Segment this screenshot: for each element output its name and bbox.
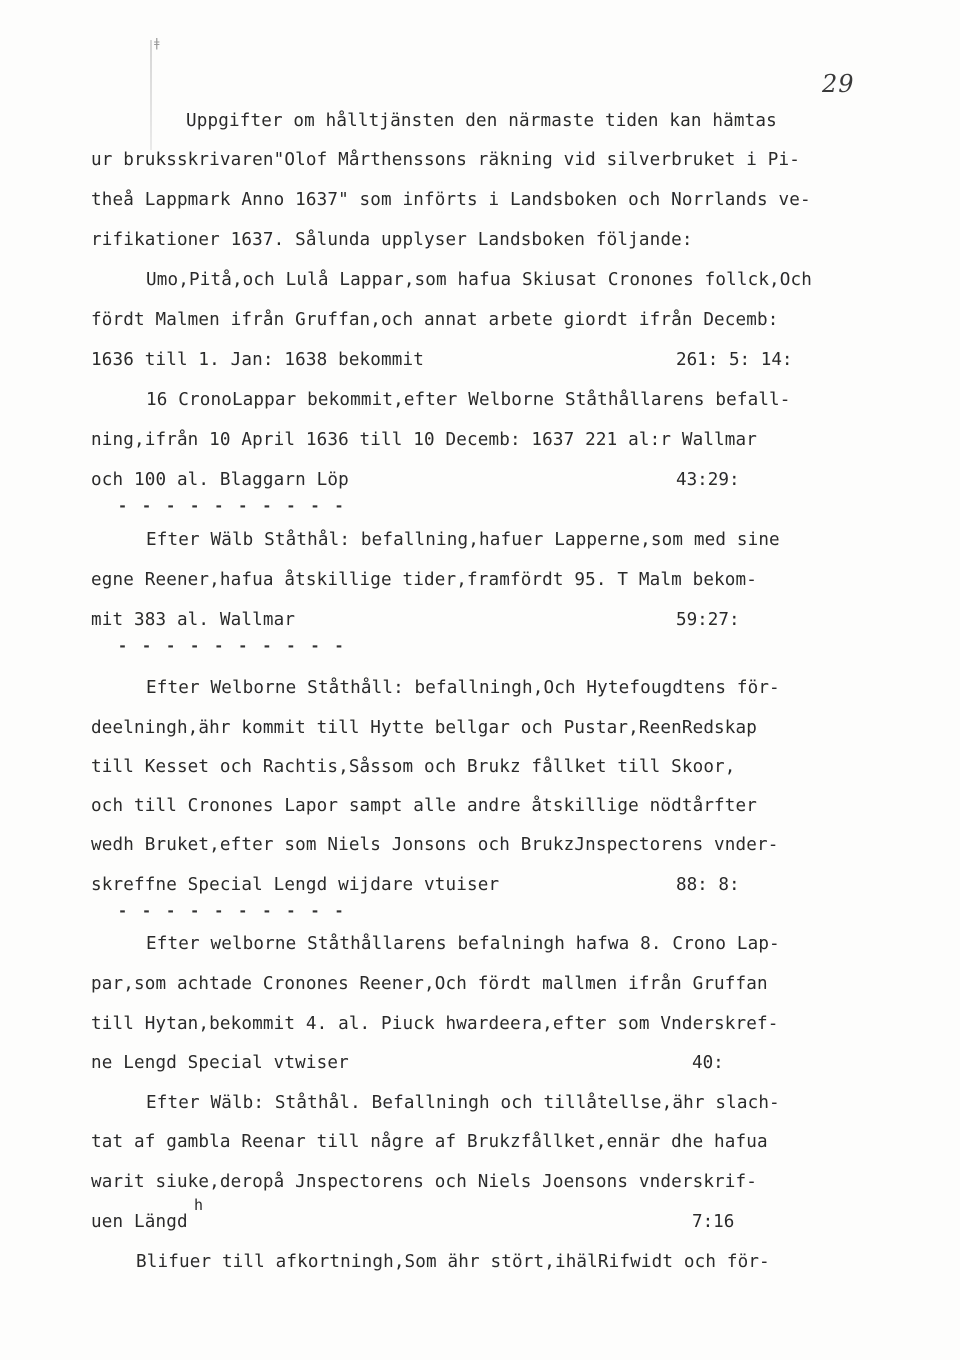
dashed-separator: - - - - - - - - - - <box>118 497 347 515</box>
text-line: warit siuke,deropå Jnspectorens och Niels Joensons vnderskrif- <box>91 1172 758 1192</box>
text-line: ning,ifrån 10 April 1636 till 10 Decemb: 1637 221 al:r Wallmar <box>91 430 758 450</box>
text-line: par,som achtade Cronones Reener,Och fördt mallmen ifrån Gruffan <box>91 974 768 994</box>
amount-figure: 40: <box>692 1053 724 1073</box>
text-line: deelningh,ähr kommit till Hytte bellgar och Pustar,ReenRedskap <box>91 718 758 738</box>
dashed-separator: - - - - - - - - - - <box>118 902 347 920</box>
text-line: till Kesset och Rachtis,Såssom och Brukz fållket till Skoor, <box>91 757 736 777</box>
text-line: theå Lappmark Anno 1637" som införts i Landsboken och Norrlands ve- <box>91 190 811 210</box>
text-line: ur bruksskrivaren"Olof Mårthenssons räkning vid silverbruket i Pi- <box>91 150 800 170</box>
text-line: wedh Bruket,efter som Niels Jonsons och BrukzJnspectorens vnder- <box>91 835 779 855</box>
text-line: Uppgifter om hålltjänsten den närmaste tiden kan hämtas <box>186 111 777 131</box>
text-line: och till Cronones Lapor sampt alle andre åtskillige nödtårfter <box>91 796 758 816</box>
text-line: Blifuer till afkortningh,Som ähr stört,ihälRifwidt och för- <box>136 1252 770 1272</box>
text-line: Umo,Pitå,och Lulå Lappar,som hafua Skiusat Cronones follck,Och <box>146 270 813 290</box>
text-line: 1636 till 1. Jan: 1638 bekommit <box>91 350 425 370</box>
inserted-letter: h <box>194 1196 204 1214</box>
text-line: tat af gambla Reenar till någre af Brukzfållket,ennär dhe hafua <box>91 1132 768 1152</box>
dashed-separator: - - - - - - - - - - <box>118 637 347 655</box>
text-line: egne Reener,hafua åtskillige tider,framfördt 95. T Malm bekom- <box>91 570 758 590</box>
text-line: 16 CronoLappar bekommit,efter Welborne Ståthållarens befall- <box>146 390 791 410</box>
amount-figure: 59:27: <box>676 610 740 630</box>
amount-figure: 43:29: <box>676 470 740 490</box>
text-line: uen Längd <box>91 1212 188 1232</box>
text-line: fördt Malmen ifrån Gruffan,och annat arbete giordt ifrån Decemb: <box>91 310 779 330</box>
text-line: skreffne Special Lengd wijdare vtuiser <box>91 875 500 895</box>
text-line: Efter Welborne Ståthåll: befallningh,Och Hytefougdtens för- <box>146 678 780 698</box>
text-line: och 100 al. Blaggarn Löp <box>91 470 349 490</box>
margin-pencil-line <box>150 40 152 150</box>
page-number: 29 <box>822 70 855 98</box>
amount-figure: 261: 5: 14: <box>676 350 793 370</box>
text-line: ne Lengd Special vtwiser <box>91 1053 349 1073</box>
margin-pencil-mark: ǂ <box>154 36 160 50</box>
amount-figure: 7:16 <box>692 1212 735 1232</box>
text-line: Efter Wälb: Ståthål. Befallningh och tillåtellse,ähr slach- <box>146 1093 780 1113</box>
text-line: till Hytan,bekommit 4. al. Piuck hwardeera,efter som Vnderskref- <box>91 1014 779 1034</box>
text-line: mit 383 al. Wallmar <box>91 610 296 630</box>
text-line: rifikationer 1637. Sålunda upplyser Landsboken följande: <box>91 230 693 250</box>
text-line: Efter Wälb Ståthål: befallning,hafuer Lapperne,som med sine <box>146 530 780 550</box>
amount-figure: 88: 8: <box>676 875 740 895</box>
text-line: Efter welborne Ståthållarens befalningh hafwa 8. Crono Lap- <box>146 934 780 954</box>
